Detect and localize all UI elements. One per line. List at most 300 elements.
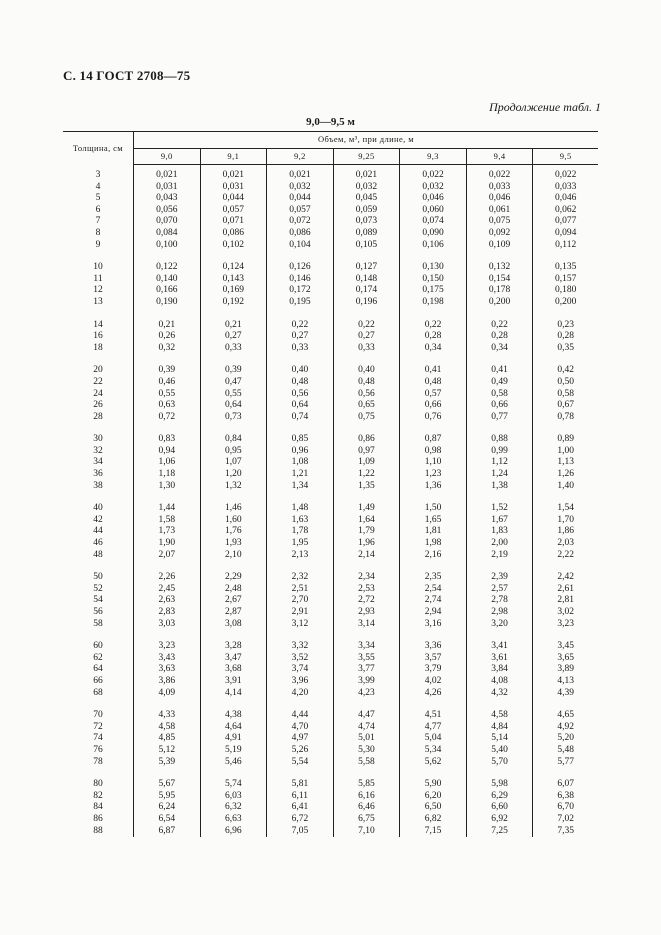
thickness-cell: 50 <box>63 572 134 584</box>
group-spacer <box>63 423 598 434</box>
volume-cell: 4,09 <box>158 687 176 698</box>
volume-cell: 0,47 <box>200 377 267 389</box>
volume-cell: 5,12 <box>158 744 176 755</box>
table-row <box>63 688 598 700</box>
length-header: 9,0 <box>134 149 201 165</box>
volume-cell: 2,74 <box>400 595 467 607</box>
volume-cell: 7,35 <box>533 826 598 838</box>
volume-cell: 0,58 <box>466 389 533 401</box>
volume-cell: 2,29 <box>200 572 267 584</box>
volume-cell: 4,65 <box>533 710 598 722</box>
table-row <box>63 182 598 194</box>
volume-cell: 1,10 <box>400 457 467 469</box>
volume-cell: 1,54 <box>533 503 598 515</box>
volume-cell: 0,28 <box>533 331 598 343</box>
volume-cell: 4,74 <box>333 722 400 734</box>
volume-cell: 2,98 <box>466 607 533 619</box>
table-row <box>63 619 598 631</box>
volume-cell: 0,55 <box>158 388 176 399</box>
volume-cell: 0,086 <box>200 228 267 240</box>
volume-cell: 5,20 <box>533 733 598 745</box>
volume-cell: 2,63 <box>158 595 176 606</box>
thickness-cell: 54 <box>63 595 134 607</box>
volume-cell: 0,022 <box>400 165 467 182</box>
volume-cell: 0,072 <box>267 216 334 228</box>
volume-cell: 2,78 <box>466 595 533 607</box>
volume-cell: 0,148 <box>333 274 400 286</box>
thickness-cell: 84 <box>63 802 134 814</box>
volume-cell: 2,07 <box>158 549 176 560</box>
table-row <box>63 802 598 814</box>
volume-cell: 1,50 <box>400 503 467 515</box>
volume-cell: 0,044 <box>200 193 267 205</box>
volume-cell: 5,48 <box>533 745 598 757</box>
table-row <box>63 757 598 769</box>
table-row <box>63 607 598 619</box>
volume-cell: 4,08 <box>466 676 533 688</box>
volume-cell: 1,78 <box>267 526 334 538</box>
volume-cell: 1,18 <box>158 469 176 480</box>
volume-cell: 2,39 <box>466 572 533 584</box>
table-row <box>63 503 598 515</box>
volume-cell: 2,57 <box>466 584 533 596</box>
volume-cell: 0,112 <box>533 240 598 252</box>
volume-cell: 2,35 <box>400 572 467 584</box>
volume-cell: 0,72 <box>158 411 176 422</box>
thickness-cell: 86 <box>63 814 134 826</box>
volume-cell: 3,20 <box>466 619 533 631</box>
thickness-cell: 4 <box>63 182 134 194</box>
table-row <box>63 297 598 309</box>
thickness-cell: 58 <box>63 619 134 631</box>
volume-cell: 0,78 <box>533 412 598 424</box>
volume-cell: 0,061 <box>466 205 533 217</box>
volume-cell: 0,190 <box>156 296 178 307</box>
volume-cell: 6,20 <box>400 791 467 803</box>
volume-cell: 1,93 <box>200 538 267 550</box>
volume-cell: 4,13 <box>533 676 598 688</box>
volume-cell: 0,39 <box>200 365 267 377</box>
thickness-cell: 44 <box>63 526 134 538</box>
volume-cell: 0,032 <box>267 182 334 194</box>
volume-cell: 4,70 <box>267 722 334 734</box>
volume-cell: 2,67 <box>200 595 267 607</box>
volume-cell: 0,077 <box>533 216 598 228</box>
table-row <box>63 745 598 757</box>
volume-cell: 3,43 <box>158 652 176 663</box>
volume-cell: 0,057 <box>200 205 267 217</box>
table-row <box>63 165 598 182</box>
volume-cell: 5,74 <box>200 779 267 791</box>
volume-cell: 1,07 <box>200 457 267 469</box>
thickness-cell: 16 <box>63 331 134 343</box>
thickness-cell: 52 <box>63 584 134 596</box>
table-row <box>63 389 598 401</box>
volume-cell: 0,033 <box>466 182 533 194</box>
volume-cell: 0,74 <box>267 412 334 424</box>
volume-cell: 0,196 <box>333 297 400 309</box>
volume-cell: 0,075 <box>466 216 533 228</box>
volume-cell: 0,022 <box>533 165 598 182</box>
volume-cell: 3,63 <box>158 664 176 675</box>
volume-cell: 1,96 <box>333 538 400 550</box>
volume-cell: 0,032 <box>400 182 467 194</box>
volume-cell: 0,57 <box>400 389 467 401</box>
volume-cell: 0,32 <box>158 342 176 353</box>
volume-cell: 0,031 <box>156 181 178 192</box>
volume-cell: 4,02 <box>400 676 467 688</box>
volume-cell: 3,61 <box>466 653 533 665</box>
volume-cell: 0,40 <box>267 365 334 377</box>
volume-cell: 0,092 <box>466 228 533 240</box>
thickness-cell: 38 <box>63 481 134 493</box>
thickness-cell: 48 <box>63 550 134 562</box>
volume-cell: 0,55 <box>200 389 267 401</box>
volume-cell: 5,81 <box>267 779 334 791</box>
thickness-cell: 80 <box>63 779 134 791</box>
volume-cell: 0,073 <box>333 216 400 228</box>
group-spacer <box>63 251 598 262</box>
volume-cell: 3,23 <box>158 641 176 652</box>
volume-cell: 6,60 <box>466 802 533 814</box>
thickness-cell: 46 <box>63 538 134 550</box>
volume-cell: 2,42 <box>533 572 598 584</box>
volume-cell: 0,180 <box>533 285 598 297</box>
volume-cell: 2,87 <box>200 607 267 619</box>
volume-cell: 0,22 <box>466 320 533 332</box>
thickness-cell: 28 <box>63 412 134 424</box>
table-row <box>63 515 598 527</box>
table-row <box>63 446 598 458</box>
volume-cell: 6,16 <box>333 791 400 803</box>
volume-cell: 0,100 <box>156 239 178 250</box>
table-row <box>63 779 598 791</box>
volume-cell: 6,50 <box>400 802 467 814</box>
volume-cell: 0,46 <box>158 376 176 387</box>
volume-cell: 0,135 <box>533 262 598 274</box>
volume-cell: 0,48 <box>267 377 334 389</box>
volume-cell: 3,41 <box>466 641 533 653</box>
volume-cell: 0,056 <box>156 204 178 215</box>
volume-cell: 2,93 <box>333 607 400 619</box>
volume-cell: 0,21 <box>200 320 267 332</box>
table-row <box>63 710 598 722</box>
volume-cell: 0,130 <box>400 262 467 274</box>
table-row <box>63 584 598 596</box>
table-row <box>63 400 598 412</box>
volume-cell: 7,02 <box>533 814 598 826</box>
thickness-cell: 9 <box>63 240 134 252</box>
volume-cell: 0,059 <box>333 205 400 217</box>
volume-cell: 0,146 <box>267 274 334 286</box>
table-row <box>63 216 598 228</box>
thickness-cell: 66 <box>63 676 134 688</box>
volume-cell: 0,75 <box>333 412 400 424</box>
volume-cell: 0,85 <box>267 434 334 446</box>
thickness-cell: 32 <box>63 446 134 458</box>
table-row <box>63 240 598 252</box>
volume-cell: 0,074 <box>400 216 467 228</box>
volume-cell: 0,41 <box>466 365 533 377</box>
volume-cell: 2,91 <box>267 607 334 619</box>
length-header: 9,5 <box>533 149 598 165</box>
length-header: 9,3 <box>400 149 467 165</box>
volume-cell: 0,021 <box>200 165 267 182</box>
thickness-cell: 8 <box>63 228 134 240</box>
table-row <box>63 572 598 584</box>
volume-cell: 1,38 <box>466 481 533 493</box>
volume-cell: 0,77 <box>466 412 533 424</box>
volume-cell: 0,49 <box>466 377 533 389</box>
volume-cell: 3,14 <box>333 619 400 631</box>
thickness-cell: 13 <box>63 297 134 309</box>
thickness-cell: 68 <box>63 688 134 700</box>
volume-cell: 6,96 <box>200 826 267 838</box>
volume-cell: 2,61 <box>533 584 598 596</box>
volume-cell: 1,23 <box>400 469 467 481</box>
page-header: С. 14 ГОСТ 2708—75 <box>63 68 191 83</box>
table-row <box>63 733 598 745</box>
volume-cell: 2,32 <box>267 572 334 584</box>
volume-cell: 1,58 <box>158 514 176 525</box>
volume-cell: 5,14 <box>466 733 533 745</box>
volume-cell: 1,36 <box>400 481 467 493</box>
thickness-cell: 82 <box>63 791 134 803</box>
table-row <box>63 205 598 217</box>
length-header: 9,1 <box>200 149 267 165</box>
table-row <box>63 343 598 355</box>
volume-cell: 6,03 <box>200 791 267 803</box>
volume-cell: 0,031 <box>200 182 267 194</box>
volume-cell: 0,22 <box>400 320 467 332</box>
volume-cell: 1,48 <box>267 503 334 515</box>
volume-cell: 1,40 <box>533 481 598 493</box>
thickness-cell: 42 <box>63 515 134 527</box>
volume-cell: 1,49 <box>333 503 400 515</box>
volume-cell: 3,32 <box>267 641 334 653</box>
volume-cell: 6,63 <box>200 814 267 826</box>
volume-cell: 2,22 <box>533 550 598 562</box>
volume-cell: 0,67 <box>533 400 598 412</box>
volume-cell: 3,91 <box>200 676 267 688</box>
table-row <box>63 676 598 688</box>
volume-cell: 0,58 <box>533 389 598 401</box>
volume-cell: 0,140 <box>156 273 178 284</box>
volume-cell: 2,16 <box>400 550 467 562</box>
volume-cell: 2,53 <box>333 584 400 596</box>
group-spacer <box>63 309 598 320</box>
thickness-cell: 22 <box>63 377 134 389</box>
group-spacer <box>63 561 598 572</box>
volume-cell: 0,99 <box>466 446 533 458</box>
volume-cell: 5,62 <box>400 757 467 769</box>
volume-cell: 4,77 <box>400 722 467 734</box>
volume-cell: 1,08 <box>267 457 334 469</box>
table-row <box>63 434 598 446</box>
volume-cell: 6,11 <box>267 791 334 803</box>
volume-cell: 0,33 <box>200 343 267 355</box>
volume-cell: 1,20 <box>200 469 267 481</box>
volume-cell: 0,045 <box>333 193 400 205</box>
thickness-cell: 14 <box>63 320 134 332</box>
group-spacer <box>63 492 598 503</box>
volume-cell: 0,127 <box>333 262 400 274</box>
volume-cell: 0,022 <box>466 165 533 182</box>
volume-cell: 0,56 <box>333 389 400 401</box>
group-spacer <box>63 630 598 641</box>
volume-cell: 0,106 <box>400 240 467 252</box>
volume-cell: 0,104 <box>267 240 334 252</box>
thickness-cell: 78 <box>63 757 134 769</box>
volume-cell: 3,96 <box>267 676 334 688</box>
thickness-cell: 64 <box>63 664 134 676</box>
thickness-cell: 74 <box>63 733 134 745</box>
volume-cell: 2,54 <box>400 584 467 596</box>
volume-cell: 5,90 <box>400 779 467 791</box>
volume-cell: 0,157 <box>533 274 598 286</box>
volume-cell: 4,58 <box>466 710 533 722</box>
volume-cell: 0,033 <box>533 182 598 194</box>
volume-cell: 0,56 <box>267 389 334 401</box>
volume-cell: 5,01 <box>333 733 400 745</box>
volume-cell: 5,95 <box>158 790 176 801</box>
volume-cell: 2,00 <box>466 538 533 550</box>
volume-cell: 4,85 <box>158 733 176 744</box>
volume-cell: 3,34 <box>333 641 400 653</box>
volume-cell: 1,52 <box>466 503 533 515</box>
volume-cell: 0,200 <box>533 297 598 309</box>
volume-cell: 1,73 <box>158 526 176 537</box>
volume-cell: 1,26 <box>533 469 598 481</box>
volume-cell: 6,87 <box>158 825 176 836</box>
volume-cell: 0,021 <box>333 165 400 182</box>
thickness-cell: 20 <box>63 365 134 377</box>
volume-cell: 0,96 <box>267 446 334 458</box>
volume-cell: 1,09 <box>333 457 400 469</box>
volume-cell: 0,33 <box>267 343 334 355</box>
volume-cell: 5,30 <box>333 745 400 757</box>
volume-cell: 6,32 <box>200 802 267 814</box>
volume-cell: 5,26 <box>267 745 334 757</box>
volume-cell: 0,21 <box>158 319 176 330</box>
volume-cell: 0,27 <box>267 331 334 343</box>
volume-cell: 4,92 <box>533 722 598 734</box>
volume-cell: 4,33 <box>158 710 176 721</box>
volume-cell: 0,66 <box>400 400 467 412</box>
volume-cell: 6,72 <box>267 814 334 826</box>
volume-cell: 0,28 <box>400 331 467 343</box>
volume-cell: 0,046 <box>400 193 467 205</box>
volume-cell: 6,38 <box>533 791 598 803</box>
table-row <box>63 550 598 562</box>
volume-cell: 5,54 <box>267 757 334 769</box>
volume-cell: 0,089 <box>333 228 400 240</box>
volume-cell: 1,12 <box>466 457 533 469</box>
volume-cell: 5,46 <box>200 757 267 769</box>
table-row <box>63 193 598 205</box>
volume-cell: 0,172 <box>267 285 334 297</box>
volume-cell: 0,41 <box>400 365 467 377</box>
volume-cell: 0,39 <box>158 365 176 376</box>
volume-cell: 2,19 <box>466 550 533 562</box>
volume-cell: 0,98 <box>400 446 467 458</box>
thickness-cell: 5 <box>63 193 134 205</box>
table-row <box>63 641 598 653</box>
volume-cell: 0,83 <box>158 434 176 445</box>
volume-cell: 2,94 <box>400 607 467 619</box>
volume-cell: 4,38 <box>200 710 267 722</box>
table-row <box>63 664 598 676</box>
thickness-cell: 56 <box>63 607 134 619</box>
volume-cell: 5,67 <box>158 779 176 790</box>
volume-cell: 1,79 <box>333 526 400 538</box>
volume-cell: 0,102 <box>200 240 267 252</box>
volume-cell: 2,26 <box>158 572 176 583</box>
volume-cell: 3,57 <box>400 653 467 665</box>
volume-cell: 4,91 <box>200 733 267 745</box>
volume-cell: 6,70 <box>533 802 598 814</box>
volume-cell: 1,67 <box>466 515 533 527</box>
table-row <box>63 538 598 550</box>
volume-cell: 3,77 <box>333 664 400 676</box>
volume-cell: 3,68 <box>200 664 267 676</box>
volume-cell: 0,032 <box>333 182 400 194</box>
volume-cell: 1,65 <box>400 515 467 527</box>
volume-cell: 1,22 <box>333 469 400 481</box>
thickness-cell: 24 <box>63 389 134 401</box>
table-body <box>63 165 598 838</box>
volume-cell: 0,48 <box>400 377 467 389</box>
volume-cell: 3,84 <box>466 664 533 676</box>
volume-cell: 1,21 <box>267 469 334 481</box>
volume-cell: 4,97 <box>267 733 334 745</box>
volume-cell: 5,58 <box>333 757 400 769</box>
volume-cell: 1,90 <box>158 538 176 549</box>
volume-cell: 0,021 <box>267 165 334 182</box>
volume-cell: 5,77 <box>533 757 598 769</box>
thickness-cell: 6 <box>63 205 134 217</box>
volume-cell: 0,178 <box>466 285 533 297</box>
table-row <box>63 653 598 665</box>
volume-cell: 0,22 <box>267 320 334 332</box>
length-header: 9,2 <box>267 149 334 165</box>
volume-cell: 1,35 <box>333 481 400 493</box>
thickness-cell: 12 <box>63 285 134 297</box>
table-row <box>63 469 598 481</box>
volume-cell: 1,24 <box>466 469 533 481</box>
volume-cell: 1,70 <box>533 515 598 527</box>
volume-cell: 3,16 <box>400 619 467 631</box>
thickness-cell: 18 <box>63 343 134 355</box>
volume-cell: 1,83 <box>466 526 533 538</box>
volume-cell: 0,132 <box>466 262 533 274</box>
volume-cell: 4,58 <box>158 721 176 732</box>
volume-cell: 2,14 <box>333 550 400 562</box>
volume-cell: 0,154 <box>466 274 533 286</box>
volume-cell: 6,92 <box>466 814 533 826</box>
thickness-cell: 30 <box>63 434 134 446</box>
volume-cell: 2,10 <box>200 550 267 562</box>
volume-cell: 4,44 <box>267 710 334 722</box>
volume-cell: 6,41 <box>267 802 334 814</box>
volume-cell: 0,48 <box>333 377 400 389</box>
volume-cell: 0,34 <box>466 343 533 355</box>
volume-cell: 0,26 <box>158 331 176 342</box>
volume-cell: 0,40 <box>333 365 400 377</box>
volume-cell: 0,126 <box>267 262 334 274</box>
table-row <box>63 826 598 838</box>
volume-cell: 6,29 <box>466 791 533 803</box>
